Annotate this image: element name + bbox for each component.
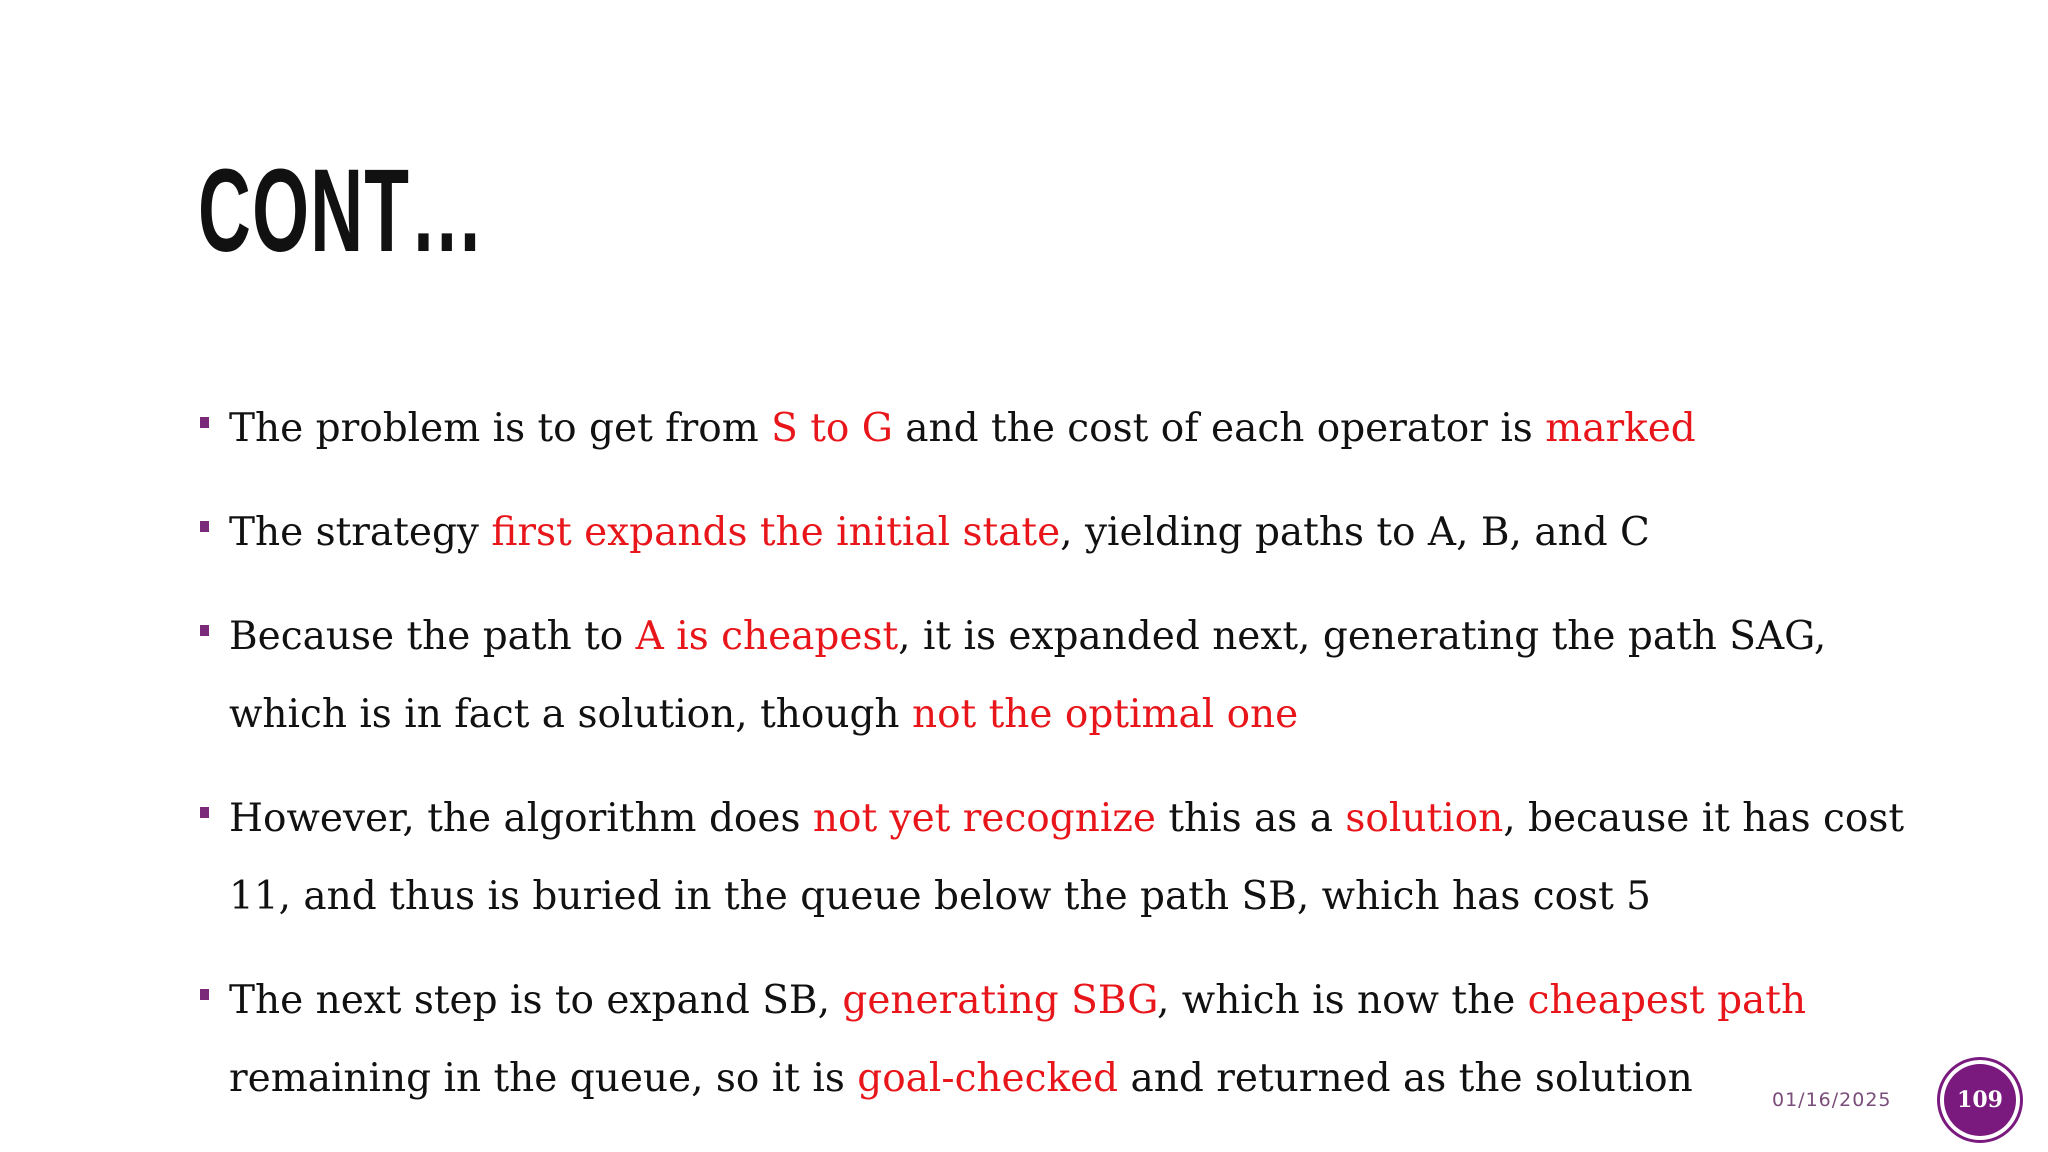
bullet-square-icon: [200, 989, 209, 1000]
bullet-highlight-text: marked: [1545, 406, 1696, 451]
bullet-square-icon: [200, 417, 209, 428]
bullet-item: [200, 962, 1920, 1118]
bullet-highlight-text: solution: [1345, 796, 1504, 841]
bullet-text: and returned as the solution: [1118, 1056, 1693, 1101]
bullet-text: remaining in the queue, so it is: [229, 1056, 858, 1101]
bullet-square-icon: [200, 625, 209, 636]
bullet-text: Because the path to: [229, 614, 636, 659]
page-number: 109: [1957, 1087, 2003, 1113]
bullet-highlight-text: not yet recognize: [812, 796, 1156, 841]
bullet-text: , because it has cost 11, and thus is buried in the queue below the path SB, which has cost 5: [229, 796, 1905, 919]
bullet-highlight-text: goal-checked: [857, 1056, 1119, 1101]
bullet-highlight-text: first expands the initial state: [491, 510, 1061, 555]
bullet-square-icon: [200, 521, 209, 532]
bullet-item: [200, 780, 1920, 936]
bullet-text: , it is expanded next, generating the path SAG, which is in fact a solution, though: [229, 614, 1827, 737]
slide-date: 01/16/2025: [1772, 1089, 1892, 1111]
bullet-text: , which is now the: [1157, 978, 1528, 1023]
bullet-highlight-text: A is cheapest: [635, 614, 899, 659]
bullet-text: The next step is to expand SB,: [229, 978, 843, 1023]
bullet-highlight-text: not the optimal one: [911, 692, 1299, 737]
bullet-item: [200, 494, 1920, 572]
bullet-text: The strategy: [229, 510, 492, 555]
bullet-highlight-text: S to G: [771, 406, 893, 451]
slide-title: CONT…: [198, 145, 485, 277]
bullet-highlight-text: cheapest path: [1527, 978, 1807, 1023]
page-number-badge: [1944, 1064, 2016, 1136]
bullet-text: and the cost of each operator is: [892, 406, 1546, 451]
bullet-square-icon: [200, 807, 209, 818]
bullet-text: However, the algorithm does: [229, 796, 813, 841]
bullet-text: The problem is to get from: [229, 406, 772, 451]
bullet-text: , yielding paths to A, B, and C: [1060, 510, 1650, 555]
bullet-item: [200, 390, 1920, 468]
bullet-highlight-text: generating SBG: [842, 978, 1158, 1023]
bullet-list: [200, 390, 1920, 1144]
bullet-text: this as a: [1155, 796, 1346, 841]
bullet-item: [200, 598, 1920, 754]
